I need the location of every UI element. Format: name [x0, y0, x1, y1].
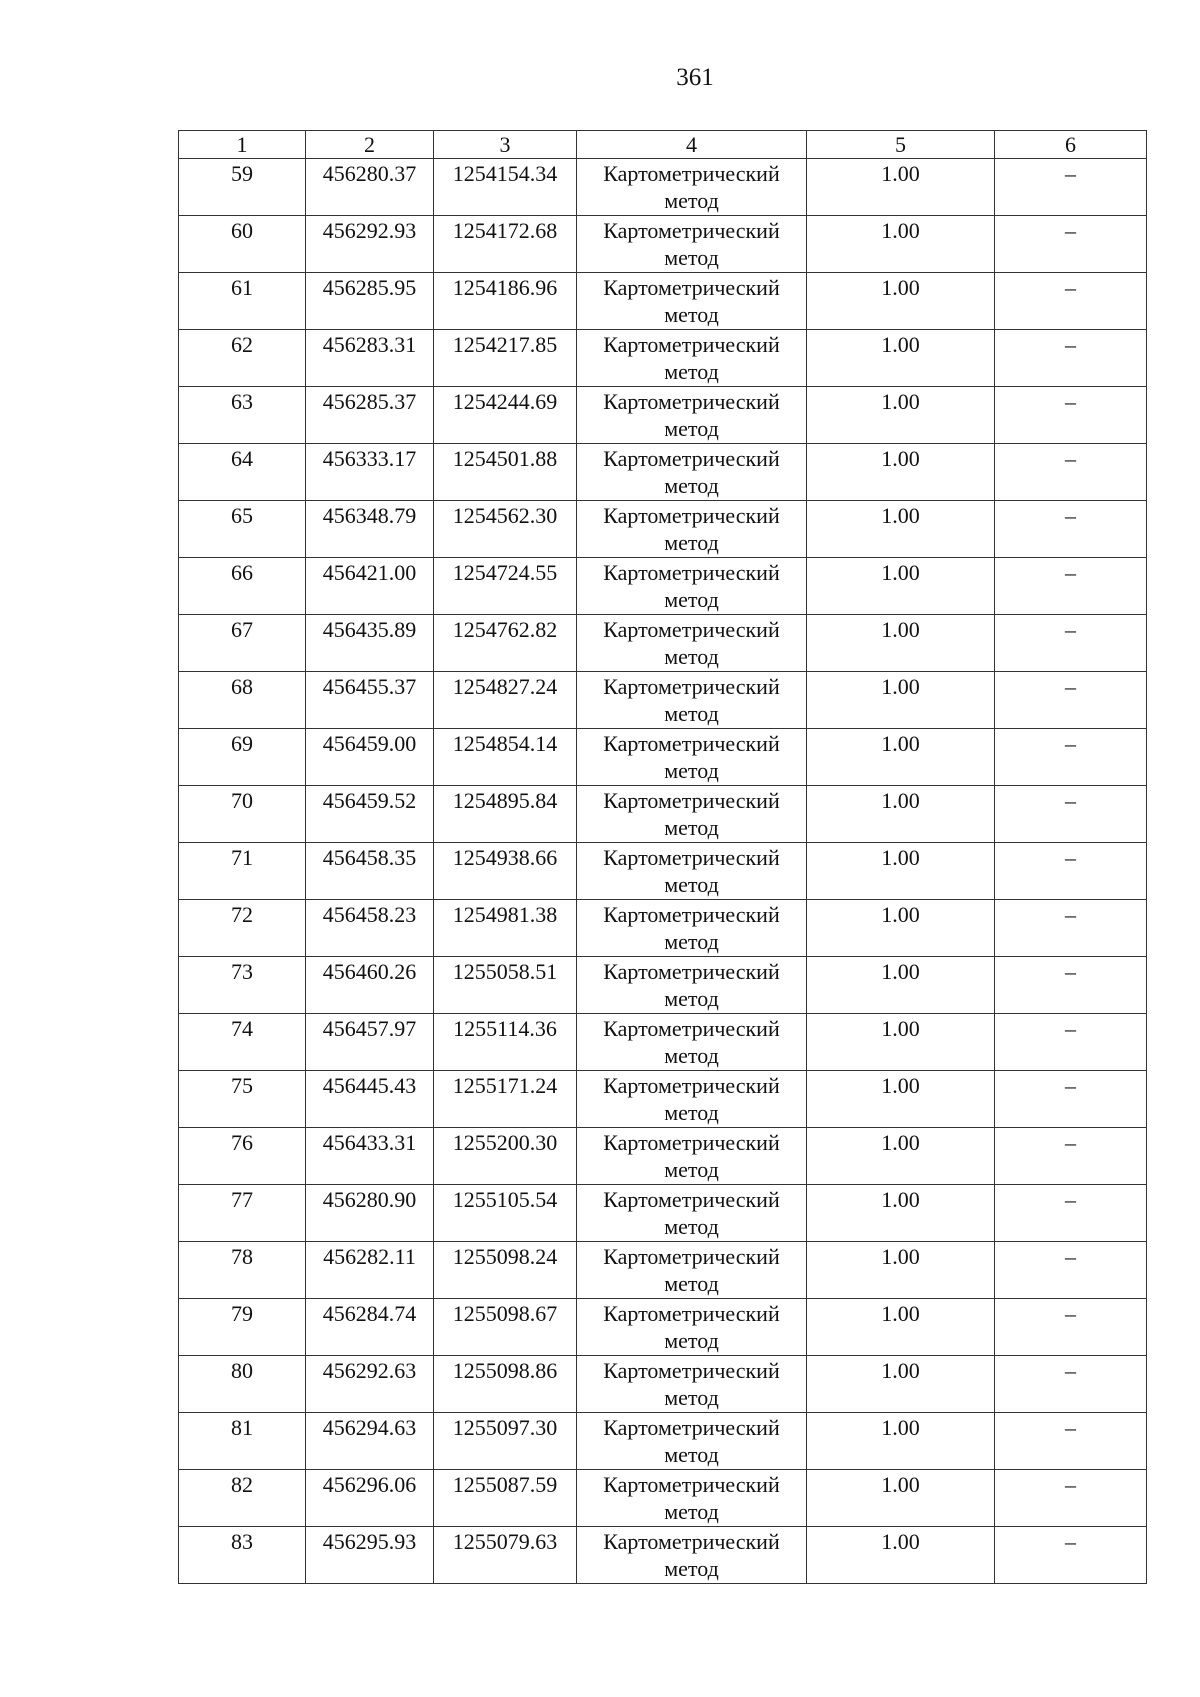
y-coordinate-cell: 1254244.69 [434, 387, 577, 444]
table-row [179, 159, 1147, 216]
y-coordinate-cell: 1254938.66 [434, 843, 577, 900]
y-coordinate-cell: 1254562.30 [434, 501, 577, 558]
y-coordinate-cell: 1254827.24 [434, 672, 577, 729]
y-coordinate-cell: 1255114.36 [434, 1014, 577, 1071]
description-cell: – [995, 1413, 1147, 1470]
coordinates-table [178, 130, 1147, 1584]
x-coordinate-cell: 456294.63 [306, 1413, 434, 1470]
point-number-cell: 62 [179, 330, 306, 387]
accuracy-cell: 1.00 [807, 1185, 995, 1242]
y-coordinate-cell: 1254172.68 [434, 216, 577, 273]
point-number-cell: 75 [179, 1071, 306, 1128]
description-cell: – [995, 558, 1147, 615]
description-cell: – [995, 387, 1147, 444]
description-cell: – [995, 1470, 1147, 1527]
description-cell: – [995, 957, 1147, 1014]
point-number-cell: 72 [179, 900, 306, 957]
point-number-cell: 80 [179, 1356, 306, 1413]
accuracy-cell: 1.00 [807, 1470, 995, 1527]
table-row [179, 1470, 1147, 1527]
point-number-cell: 81 [179, 1413, 306, 1470]
point-number-cell: 67 [179, 615, 306, 672]
table-row [179, 501, 1147, 558]
accuracy-cell: 1.00 [807, 159, 995, 216]
y-coordinate-cell: 1255097.30 [434, 1413, 577, 1470]
table-row [179, 387, 1147, 444]
method-cell: Картометрический метод [577, 1299, 807, 1356]
column-header: 1 [179, 131, 306, 159]
x-coordinate-cell: 456296.06 [306, 1470, 434, 1527]
description-cell: – [995, 1242, 1147, 1299]
accuracy-cell: 1.00 [807, 1071, 995, 1128]
y-coordinate-cell: 1255200.30 [434, 1128, 577, 1185]
table-row [179, 843, 1147, 900]
table-row [179, 216, 1147, 273]
point-number-cell: 77 [179, 1185, 306, 1242]
point-number-cell: 59 [179, 159, 306, 216]
table-row [179, 1413, 1147, 1470]
y-coordinate-cell: 1255171.24 [434, 1071, 577, 1128]
method-cell: Картометрический метод [577, 444, 807, 501]
description-cell: – [995, 1299, 1147, 1356]
method-cell: Картометрический метод [577, 501, 807, 558]
x-coordinate-cell: 456457.97 [306, 1014, 434, 1071]
y-coordinate-cell: 1254186.96 [434, 273, 577, 330]
method-cell: Картометрический метод [577, 1014, 807, 1071]
y-coordinate-cell: 1254217.85 [434, 330, 577, 387]
x-coordinate-cell: 456333.17 [306, 444, 434, 501]
point-number-cell: 82 [179, 1470, 306, 1527]
description-cell: – [995, 1071, 1147, 1128]
method-cell: Картометрический метод [577, 1413, 807, 1470]
y-coordinate-cell: 1255105.54 [434, 1185, 577, 1242]
method-cell: Картометрический метод [577, 330, 807, 387]
accuracy-cell: 1.00 [807, 387, 995, 444]
method-cell: Картометрический метод [577, 1071, 807, 1128]
description-cell: – [995, 615, 1147, 672]
accuracy-cell: 1.00 [807, 501, 995, 558]
description-cell: – [995, 1185, 1147, 1242]
accuracy-cell: 1.00 [807, 957, 995, 1014]
table-row [179, 1527, 1147, 1584]
accuracy-cell: 1.00 [807, 558, 995, 615]
column-header: 2 [306, 131, 434, 159]
accuracy-cell: 1.00 [807, 1527, 995, 1584]
y-coordinate-cell: 1255098.86 [434, 1356, 577, 1413]
y-coordinate-cell: 1254501.88 [434, 444, 577, 501]
x-coordinate-cell: 456282.11 [306, 1242, 434, 1299]
accuracy-cell: 1.00 [807, 273, 995, 330]
column-header: 4 [577, 131, 807, 159]
point-number-cell: 79 [179, 1299, 306, 1356]
table-row [179, 615, 1147, 672]
table-row [179, 330, 1147, 387]
accuracy-cell: 1.00 [807, 444, 995, 501]
method-cell: Картометрический метод [577, 273, 807, 330]
point-number-cell: 83 [179, 1527, 306, 1584]
method-cell: Картометрический метод [577, 843, 807, 900]
table-row [179, 1128, 1147, 1185]
description-cell: – [995, 1527, 1147, 1584]
method-cell: Картометрический метод [577, 1185, 807, 1242]
point-number-cell: 71 [179, 843, 306, 900]
point-number-cell: 63 [179, 387, 306, 444]
description-cell: – [995, 444, 1147, 501]
point-number-cell: 66 [179, 558, 306, 615]
description-cell: – [995, 1356, 1147, 1413]
accuracy-cell: 1.00 [807, 1014, 995, 1071]
point-number-cell: 65 [179, 501, 306, 558]
x-coordinate-cell: 456285.37 [306, 387, 434, 444]
method-cell: Картометрический метод [577, 159, 807, 216]
accuracy-cell: 1.00 [807, 672, 995, 729]
header-row [179, 131, 1147, 159]
accuracy-cell: 1.00 [807, 1413, 995, 1470]
x-coordinate-cell: 456292.63 [306, 1356, 434, 1413]
x-coordinate-cell: 456280.90 [306, 1185, 434, 1242]
x-coordinate-cell: 456283.31 [306, 330, 434, 387]
description-cell: – [995, 900, 1147, 957]
method-cell: Картометрический метод [577, 1527, 807, 1584]
accuracy-cell: 1.00 [807, 1242, 995, 1299]
point-number-cell: 73 [179, 957, 306, 1014]
method-cell: Картометрический метод [577, 558, 807, 615]
x-coordinate-cell: 456459.00 [306, 729, 434, 786]
description-cell: – [995, 273, 1147, 330]
x-coordinate-cell: 456458.35 [306, 843, 434, 900]
point-number-cell: 64 [179, 444, 306, 501]
accuracy-cell: 1.00 [807, 1299, 995, 1356]
point-number-cell: 74 [179, 1014, 306, 1071]
table-row [179, 672, 1147, 729]
accuracy-cell: 1.00 [807, 843, 995, 900]
method-cell: Картометрический метод [577, 900, 807, 957]
x-coordinate-cell: 456459.52 [306, 786, 434, 843]
x-coordinate-cell: 456348.79 [306, 501, 434, 558]
method-cell: Картометрический метод [577, 615, 807, 672]
method-cell: Картометрический метод [577, 1128, 807, 1185]
x-coordinate-cell: 456455.37 [306, 672, 434, 729]
x-coordinate-cell: 456460.26 [306, 957, 434, 1014]
method-cell: Картометрический метод [577, 216, 807, 273]
y-coordinate-cell: 1254154.34 [434, 159, 577, 216]
y-coordinate-cell: 1255098.24 [434, 1242, 577, 1299]
point-number-cell: 68 [179, 672, 306, 729]
point-number-cell: 60 [179, 216, 306, 273]
table-row [179, 957, 1147, 1014]
table-row [179, 444, 1147, 501]
accuracy-cell: 1.00 [807, 216, 995, 273]
table-row [179, 1242, 1147, 1299]
accuracy-cell: 1.00 [807, 615, 995, 672]
y-coordinate-cell: 1254981.38 [434, 900, 577, 957]
column-header: 6 [995, 131, 1147, 159]
description-cell: – [995, 330, 1147, 387]
x-coordinate-cell: 456435.89 [306, 615, 434, 672]
x-coordinate-cell: 456285.95 [306, 273, 434, 330]
table-row [179, 1356, 1147, 1413]
point-number-cell: 78 [179, 1242, 306, 1299]
description-cell: – [995, 729, 1147, 786]
method-cell: Картометрический метод [577, 1242, 807, 1299]
method-cell: Картометрический метод [577, 1356, 807, 1413]
y-coordinate-cell: 1255058.51 [434, 957, 577, 1014]
accuracy-cell: 1.00 [807, 786, 995, 843]
table-row [179, 1299, 1147, 1356]
description-cell: – [995, 843, 1147, 900]
description-cell: – [995, 672, 1147, 729]
y-coordinate-cell: 1254762.82 [434, 615, 577, 672]
table-row [179, 729, 1147, 786]
table-row [179, 1014, 1147, 1071]
accuracy-cell: 1.00 [807, 330, 995, 387]
column-header: 3 [434, 131, 577, 159]
method-cell: Картометрический метод [577, 957, 807, 1014]
point-number-cell: 69 [179, 729, 306, 786]
y-coordinate-cell: 1255098.67 [434, 1299, 577, 1356]
table-row [179, 273, 1147, 330]
y-coordinate-cell: 1254854.14 [434, 729, 577, 786]
y-coordinate-cell: 1254895.84 [434, 786, 577, 843]
method-cell: Картометрический метод [577, 672, 807, 729]
method-cell: Картометрический метод [577, 1470, 807, 1527]
y-coordinate-cell: 1255087.59 [434, 1470, 577, 1527]
point-number-cell: 70 [179, 786, 306, 843]
point-number-cell: 61 [179, 273, 306, 330]
accuracy-cell: 1.00 [807, 900, 995, 957]
y-coordinate-cell: 1255079.63 [434, 1527, 577, 1584]
x-coordinate-cell: 456445.43 [306, 1071, 434, 1128]
x-coordinate-cell: 456280.37 [306, 159, 434, 216]
description-cell: – [995, 1014, 1147, 1071]
description-cell: – [995, 159, 1147, 216]
accuracy-cell: 1.00 [807, 729, 995, 786]
method-cell: Картометрический метод [577, 729, 807, 786]
x-coordinate-cell: 456458.23 [306, 900, 434, 957]
method-cell: Картометрический метод [577, 786, 807, 843]
table-row [179, 900, 1147, 957]
column-header: 5 [807, 131, 995, 159]
x-coordinate-cell: 456295.93 [306, 1527, 434, 1584]
x-coordinate-cell: 456284.74 [306, 1299, 434, 1356]
table-row [179, 558, 1147, 615]
page-number: 361 [676, 64, 714, 91]
accuracy-cell: 1.00 [807, 1128, 995, 1185]
x-coordinate-cell: 456421.00 [306, 558, 434, 615]
description-cell: – [995, 501, 1147, 558]
y-coordinate-cell: 1254724.55 [434, 558, 577, 615]
table-row [179, 1071, 1147, 1128]
accuracy-cell: 1.00 [807, 1356, 995, 1413]
point-number-cell: 76 [179, 1128, 306, 1185]
table-row [179, 1185, 1147, 1242]
table-body [179, 159, 1147, 1584]
description-cell: – [995, 216, 1147, 273]
x-coordinate-cell: 456433.31 [306, 1128, 434, 1185]
x-coordinate-cell: 456292.93 [306, 216, 434, 273]
description-cell: – [995, 1128, 1147, 1185]
table-row [179, 786, 1147, 843]
description-cell: – [995, 786, 1147, 843]
method-cell: Картометрический метод [577, 387, 807, 444]
